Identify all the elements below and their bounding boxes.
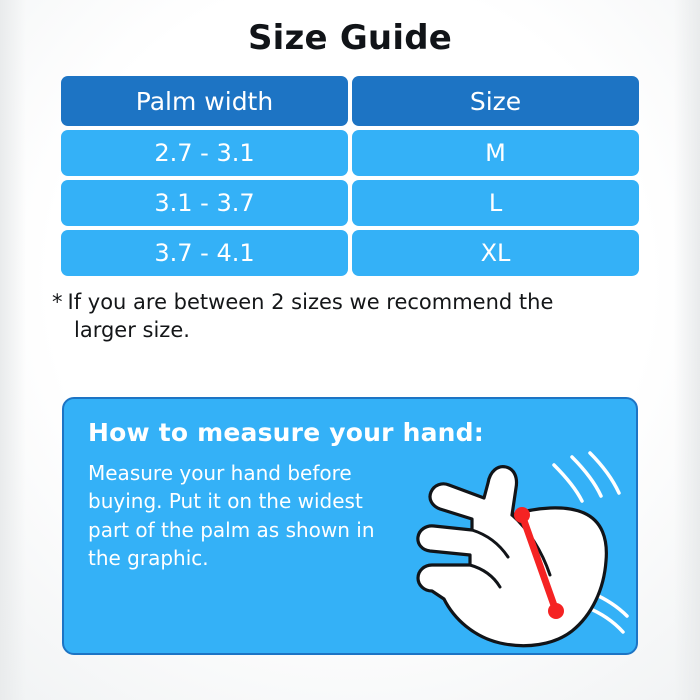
size-table	[61, 76, 639, 276]
table-cell-palm-width: 3.1 - 3.7	[61, 180, 348, 226]
table-header-row	[61, 76, 639, 126]
panel-title: How to measure your hand:	[88, 418, 484, 447]
table-row	[61, 180, 639, 226]
table-header-palm-width: Palm width	[61, 76, 348, 126]
table-row	[61, 230, 639, 276]
panel-body-text: Measure your hand before buying. Put it on the widest part of the palm as shown in the graphic.	[88, 461, 375, 571]
table-cell-size: L	[352, 180, 639, 226]
hand-measure-illustration	[396, 443, 636, 653]
page-title: Size Guide	[248, 18, 452, 58]
table-cell-palm-width: 2.7 - 3.1	[61, 130, 348, 176]
table-cell-palm-width: 3.7 - 4.1	[61, 230, 348, 276]
note-line-2: larger size.	[74, 318, 190, 343]
note-line-1: If you are between 2 sizes we recommend the	[67, 290, 554, 314]
note-asterisk: *	[52, 290, 63, 314]
table-cell-size: XL	[352, 230, 639, 276]
measure-instructions-panel	[62, 397, 638, 655]
page-edge-shadow-left	[0, 0, 26, 700]
size-note	[50, 288, 650, 345]
page-edge-shadow-right	[674, 0, 700, 700]
table-row	[61, 130, 639, 176]
table-header-size: Size	[352, 76, 639, 126]
table-cell-size: M	[352, 130, 639, 176]
